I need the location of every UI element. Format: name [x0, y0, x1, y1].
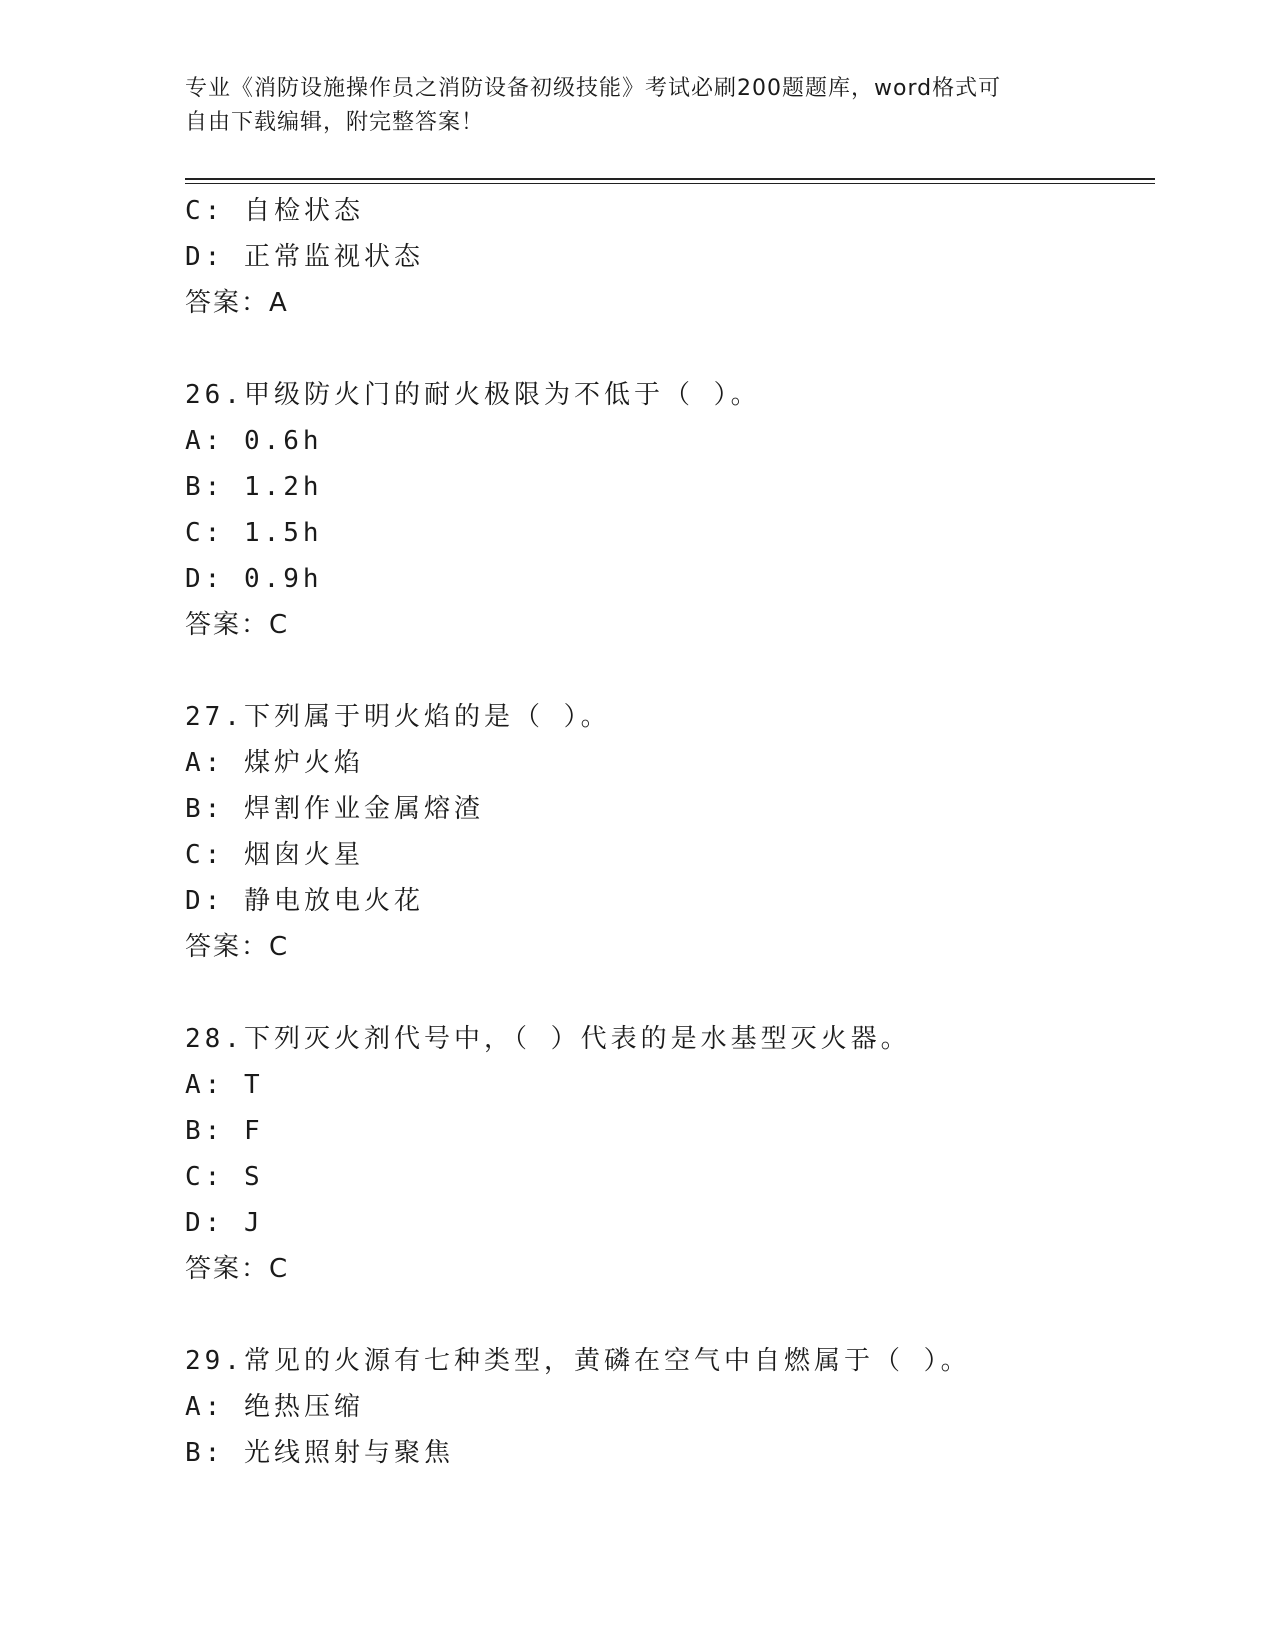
question-29	[185, 1338, 1145, 1476]
header-line-2: 自由下载编辑，附完整答案！	[185, 110, 485, 135]
spacer	[185, 1292, 1145, 1338]
option-b: B: F	[185, 1116, 264, 1146]
answer-line: 答案：A	[185, 288, 289, 318]
question-stem: 28.下列灭火剂代号中，（ ）代表的是水基型灭火器。	[185, 1024, 911, 1054]
option-a: A: 绝热压缩	[185, 1392, 364, 1422]
question-25-continued	[185, 188, 1145, 326]
answer-line: 答案：C	[185, 1254, 290, 1284]
option-a: A: T	[185, 1070, 264, 1100]
answer-line: 答案：C	[185, 932, 290, 962]
header-divider-thin	[185, 183, 1155, 184]
option-d: D: 0.9h	[185, 564, 323, 594]
option-c: C: 烟囱火星	[185, 840, 364, 870]
option-c: C: 1.5h	[185, 518, 323, 548]
header-divider-thick	[185, 178, 1155, 180]
option-b: B: 1.2h	[185, 472, 323, 502]
answer-line: 答案：C	[185, 610, 290, 640]
option-d: D: J	[185, 1208, 264, 1238]
question-27	[185, 694, 1145, 970]
document-header	[185, 72, 1085, 140]
question-list	[185, 188, 1145, 1476]
option-d: D: 静电放电火花	[185, 886, 424, 916]
option-c: C: S	[185, 1162, 264, 1192]
option-c: C: 自检状态	[185, 196, 364, 226]
question-26	[185, 372, 1145, 648]
header-line-1: 专业《消防设施操作员之消防设备初级技能》考试必刷200题题库，word格式可	[185, 76, 1002, 101]
question-28	[185, 1016, 1145, 1292]
question-stem: 29.常见的火源有七种类型，黄磷在空气中自燃属于（ ）。	[185, 1346, 971, 1376]
spacer	[185, 326, 1145, 372]
option-b: B: 光线照射与聚焦	[185, 1438, 454, 1468]
question-stem: 26.甲级防火门的耐火极限为不低于（ ）。	[185, 380, 761, 410]
option-a: A: 煤炉火焰	[185, 748, 364, 778]
option-d: D: 正常监视状态	[185, 242, 424, 272]
question-stem: 27.下列属于明火焰的是（ ）。	[185, 702, 611, 732]
option-b: B: 焊割作业金属熔渣	[185, 794, 484, 824]
spacer	[185, 648, 1145, 694]
option-a: A: 0.6h	[185, 426, 323, 456]
spacer	[185, 970, 1145, 1016]
